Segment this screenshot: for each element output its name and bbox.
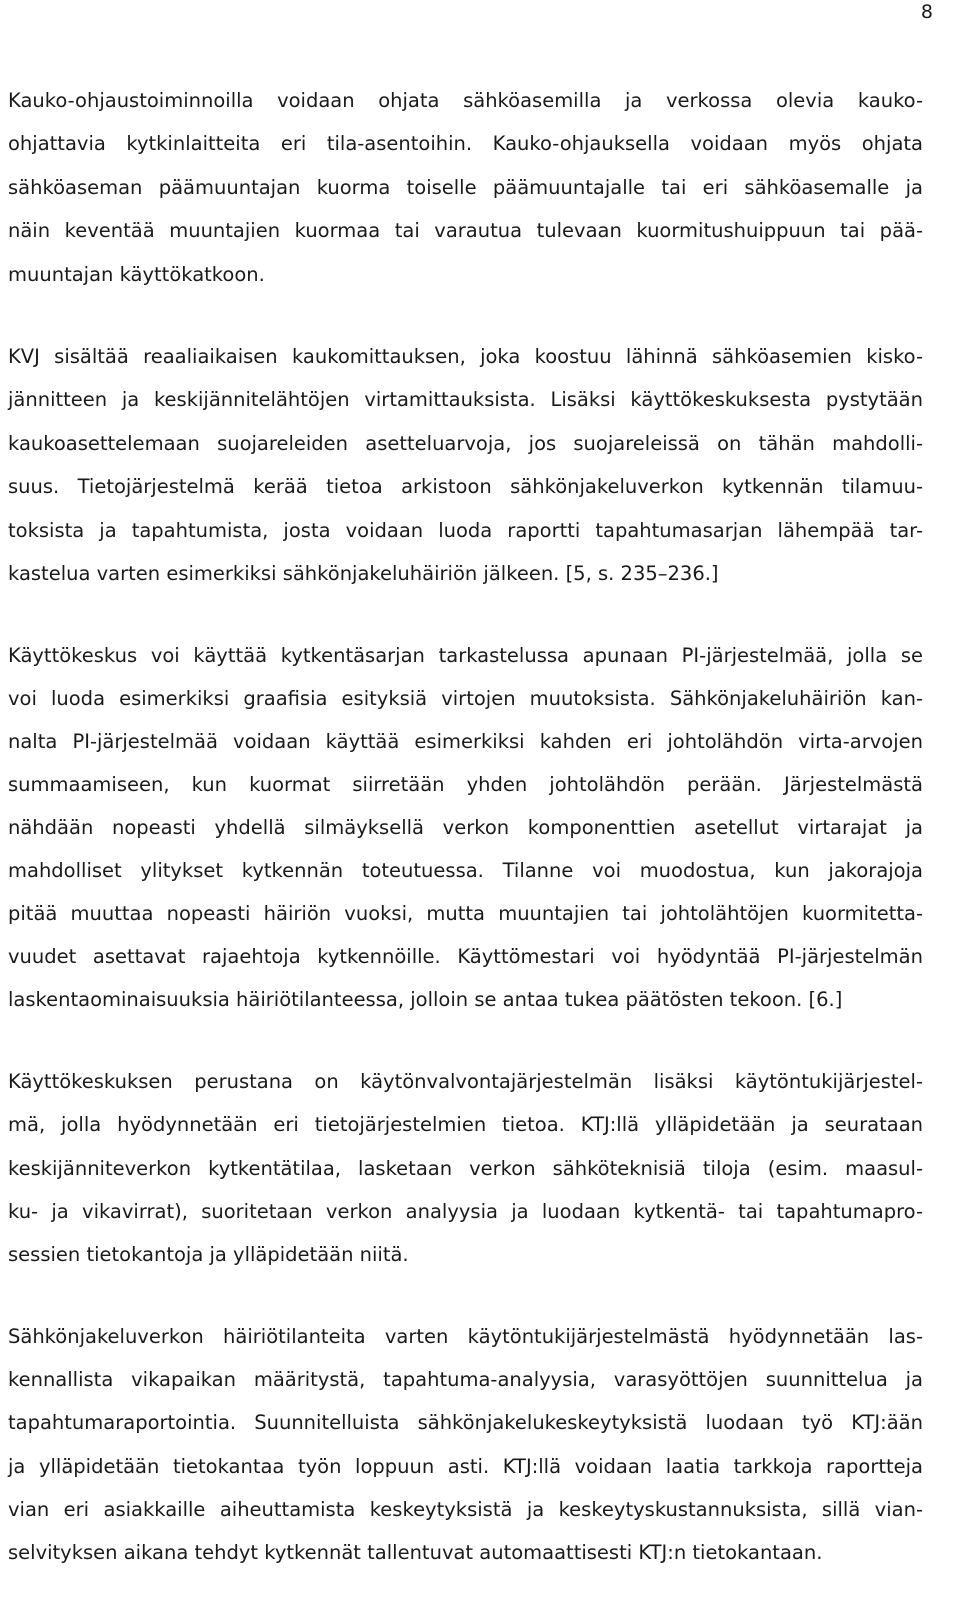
paragraph-line: Sähkönjakeluverkon häiriötilanteita varten käytöntukijärjestelmästä hyödynnetään las-	[8, 1325, 923, 1348]
paragraph-line: ku- ja vikavirrat), suoritetaan verkon analyysia ja luodaan kytkentä- tai tapahtumapro-	[8, 1200, 923, 1223]
page-number: 8	[920, 1, 933, 23]
paragraph-line: nalta PI-järjestelmää voidaan käyttää esimerkiksi kahden eri johtolähdön virta-arvojen	[8, 730, 923, 753]
paragraph-line: ohjattavia kytkinlaitteita eri tila-asentoihin. Kauko-ohjauksella voidaan myös ohjata	[8, 132, 923, 155]
paragraph-line: pitää muuttaa nopeasti häiriön vuoksi, mutta muuntajien tai johtolähtöjen kuormitetta-	[8, 902, 923, 925]
paragraph-line: Kauko-ohjaustoiminnoilla voidaan ohjata sähköasemilla ja verkossa olevia kauko-	[8, 89, 923, 112]
paragraph-line: nähdään nopeasti yhdellä silmäyksellä verkon komponenttien asetellut virtarajat ja	[8, 816, 923, 839]
paragraph-line: mä, jolla hyödynnetään eri tietojärjestelmien tietoa. KTJ:llä ylläpidetään ja seurataan	[8, 1113, 923, 1136]
paragraph-line: kennallista vikapaikan määritystä, tapahtuma-analyysia, varasyöttöjen suunnittelua ja	[8, 1368, 923, 1391]
paragraph-line: laskentaominaisuuksia häiriötilanteessa, jolloin se antaa tukea päätösten tekoon. [6.]	[8, 988, 843, 1011]
paragraph-line: sessien tietokantoja ja ylläpidetään niitä.	[8, 1243, 409, 1266]
paragraph-line: summaamiseen, kun kuormat siirretään yhden johtolähdön perään. Järjestelmästä	[8, 773, 923, 796]
paragraph-line: jännitteen ja keskijännitelähtöjen virtamittauksista. Lisäksi käyttökeskuksesta pystytään	[8, 388, 923, 411]
paragraph-line: KVJ sisältää reaaliaikaisen kaukomittauksen, joka koostuu lähinnä sähköasemien kisko-	[8, 345, 923, 368]
paragraph-line: muuntajan käyttökatkoon.	[8, 263, 265, 286]
paragraph-line: selvityksen aikana tehdyt kytkennät tallentuvat automaattisesti KTJ:n tietokantaan.	[8, 1541, 823, 1564]
paragraph-line: mahdolliset ylitykset kytkennän toteutuessa. Tilanne voi muodostua, kun jakorajoja	[8, 859, 923, 882]
paragraph-line: sähköaseman päämuuntajan kuorma toiselle päämuuntajalle tai eri sähköasemalle ja	[8, 176, 923, 199]
paragraph-line: suus. Tietojärjestelmä kerää tietoa arkistoon sähkönjakeluverkon kytkennän tilamuu-	[8, 475, 923, 498]
paragraph-line: kaukoasettelemaan suojareleiden asetteluarvoja, jos suojareleissä on tähän mahdolli-	[8, 432, 923, 455]
paragraph-line: ja ylläpidetään tietokantaa työn loppuun asti. KTJ:llä voidaan laatia tarkkoja raportteja	[8, 1455, 923, 1478]
paragraph-line: Käyttökeskus voi käyttää kytkentäsarjan tarkastelussa apunaan PI-järjestelmää, jolla se	[8, 644, 923, 667]
paragraph-line: vian eri asiakkaille aiheuttamista keskeytyksistä ja keskeytyskustannuksista, sillä vian-	[8, 1498, 923, 1521]
paragraph-line: toksista ja tapahtumista, josta voidaan luoda raportti tapahtumasarjan lähempää tar-	[8, 519, 923, 542]
paragraph-line: vuudet asettavat rajaehtoja kytkennöille. Käyttömestari voi hyödyntää PI-järjestelmän	[8, 945, 923, 968]
paragraph-line: tapahtumaraportointia. Suunnitelluista sähkönjakelukeskeytyksistä luodaan työ KTJ:ään	[8, 1411, 923, 1434]
paragraph-line: voi luoda esimerkiksi graafisia esityksiä virtojen muutoksista. Sähkönjakeluhäiriön kan-	[8, 687, 923, 710]
paragraph-line: keskijänniteverkon kytkentätilaa, lasketaan verkon sähköteknisiä tiloja (esim. maasul-	[8, 1157, 923, 1180]
paragraph-line: näin keventää muuntajien kuormaa tai varautua tulevaan kuormitushuippuun tai pää-	[8, 219, 923, 242]
paragraph-line: Käyttökeskuksen perustana on käytönvalvontajärjestelmän lisäksi käytöntukijärjestel-	[8, 1070, 923, 1093]
paragraph-line: kastelua varten esimerkiksi sähkönjakeluhäiriön jälkeen. [5, s. 235–236.]	[8, 562, 719, 585]
